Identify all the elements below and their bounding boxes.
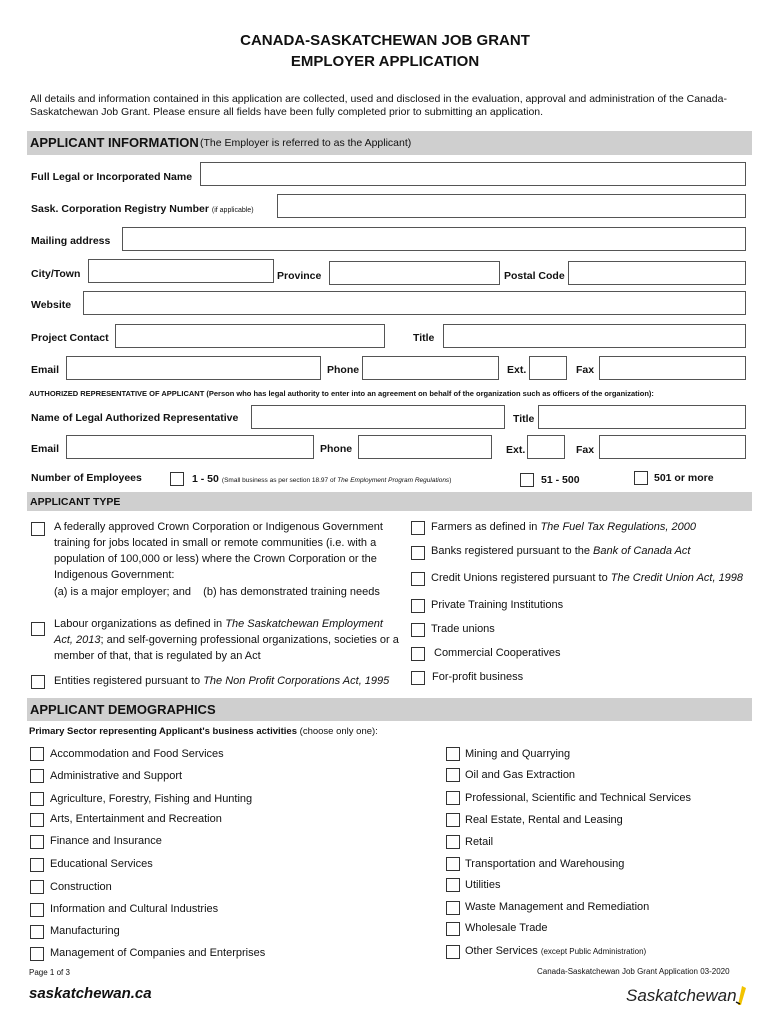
rep-title-field[interactable] [538, 405, 746, 429]
demographics-band [27, 698, 752, 721]
employees-label: Number of Employees [31, 472, 142, 484]
legal-name-field[interactable] [200, 162, 746, 186]
type-banks-text: Banks registered pursuant to the Bank of Canada Act [431, 545, 691, 557]
form-id: Canada-Saskatchewan Job Grant Application 03-2020 [537, 967, 730, 976]
emp-1-50-label: 1 - 50 (Small business as per section 18.97 of The Employment Program Regulations) [192, 473, 452, 485]
sector-left-label: Manufacturing [50, 925, 120, 937]
type-trade-text: Trade unions [431, 623, 495, 635]
sector-left-label: Management of Companies and Enterprises [50, 947, 266, 959]
sector-left-checkbox[interactable] [30, 835, 44, 849]
saskatchewan-logo [626, 986, 737, 1006]
sector-left-checkbox[interactable] [30, 769, 44, 783]
type-labour-text: Labour organizations as defined in The Saskatchewan Employment Act, 2013; and self-governing professional organizations, societies or a member of that, that is regulated by an Act [54, 618, 399, 662]
phone-field[interactable] [362, 356, 499, 380]
sector-left-checkbox[interactable] [30, 813, 44, 827]
sector-left-checkbox[interactable] [30, 925, 44, 939]
sector-left-checkbox[interactable] [30, 747, 44, 761]
sector-right-label: Utilities [465, 879, 501, 891]
sector-right-checkbox[interactable] [446, 813, 460, 827]
sector-right-label: Professional, Scientific and Technical Services [465, 792, 692, 804]
rep-ext-field[interactable] [527, 435, 565, 459]
emp-501-plus-label: 501 or more [654, 472, 714, 484]
type-nonprofit-text: Entities registered pursuant to The Non Profit Corporations Act, 1995 [54, 675, 390, 687]
contact-label: Project Contact [31, 332, 109, 344]
rep-email-field[interactable] [66, 435, 314, 459]
type-trade-checkbox[interactable] [411, 623, 425, 637]
postal-code-field[interactable] [568, 261, 746, 285]
registry-number-field[interactable] [277, 194, 746, 218]
demographics-heading: APPLICANT DEMOGRAPHICS [30, 702, 216, 717]
applicant-info-heading: APPLICANT INFORMATION [30, 135, 199, 150]
emp-51-500-checkbox[interactable] [520, 473, 534, 487]
type-farmers-text: Farmers as defined in The Fuel Tax Regulations, 2000 [431, 521, 696, 533]
sector-left-label: Construction [50, 881, 112, 893]
type-forprofit-checkbox[interactable] [411, 671, 425, 685]
sector-left-checkbox[interactable] [30, 792, 44, 806]
sector-right-label: Waste Management and Remediation [465, 901, 650, 913]
type-labour-checkbox[interactable] [31, 622, 45, 636]
rep-fax-label: Fax [576, 444, 595, 456]
applicant-info-subheading: (The Employer is referred to as the Applicant) [200, 137, 412, 149]
website-field[interactable] [83, 291, 746, 315]
sector-right-label: Wholesale Trade [465, 922, 548, 934]
type-crown-sub: (a) is a major employer; and (b) has demonstrated training needs [54, 586, 380, 598]
emp-1-50-checkbox[interactable] [170, 472, 184, 486]
sector-label: Primary Sector representing Applicant's business activities (choose only one): [29, 726, 378, 737]
website-label: Website [31, 299, 72, 311]
ext-label: Ext. [507, 364, 527, 376]
type-nonprofit-checkbox[interactable] [31, 675, 45, 689]
sector-left-checkbox[interactable] [30, 858, 44, 872]
sector-left-label: Agriculture, Forestry, Fishing and Hunting [50, 793, 253, 805]
type-crown-text: A federally approved Crown Corporation or Indigenous Government training for jobs located in small or remote communities (i.e. with a population of 100,000 or less) where the Crown Corporation or the Indigenous Government: [54, 521, 383, 581]
city-field[interactable] [88, 259, 274, 283]
fax-field[interactable] [599, 356, 746, 380]
email-field[interactable] [66, 356, 321, 380]
type-credit-text: Credit Unions registered pursuant to The Credit Union Act, 1998 [431, 572, 744, 584]
sector-right-label: Oil and Gas Extraction [465, 769, 576, 781]
sector-left-checkbox[interactable] [30, 903, 44, 917]
site-url[interactable]: saskatchewan.ca [29, 985, 152, 1002]
type-coop-text: Commercial Cooperatives [434, 647, 561, 659]
sector-right-checkbox[interactable] [446, 901, 460, 915]
postal-label: Postal Code [504, 270, 565, 282]
sector-right-label: Transportation and Warehousing [465, 858, 625, 870]
sector-right-checkbox[interactable] [446, 747, 460, 761]
sector-left-label: Accommodation and Food Services [50, 748, 224, 760]
rep-phone-field[interactable] [358, 435, 492, 459]
emp-51-500-label: 51 - 500 [541, 474, 580, 486]
authorized-note: AUTHORIZED REPRESENTATIVE OF APPLICANT (Person who has legal authority to enter into an agreement on behalf of the organization such as officers of the organization): [29, 389, 654, 398]
form-title-line2: EMPLOYER APPLICATION [290, 53, 480, 70]
sector-right-label: Real Estate, Rental and Leasing [465, 814, 623, 826]
legal-name-label: Full Legal or Incorporated Name [31, 171, 193, 183]
phone-label: Phone [327, 364, 360, 376]
contact-title-field[interactable] [443, 324, 746, 348]
page-number: Page 1 of 3 [29, 968, 70, 977]
sector-right-label: Mining and Quarrying [465, 748, 571, 760]
project-contact-field[interactable] [115, 324, 385, 348]
type-coop-checkbox[interactable] [411, 647, 425, 661]
rep-phone-label: Phone [320, 443, 353, 455]
applicant-type-heading: APPLICANT TYPE [30, 496, 121, 508]
sector-left-checkbox[interactable] [30, 947, 44, 961]
province-field[interactable] [329, 261, 500, 285]
rep-name-label: Name of Legal Authorized Representative [31, 412, 239, 424]
sector-right-label: Retail [465, 836, 494, 848]
city-label: City/Town [31, 268, 81, 280]
type-farmers-checkbox[interactable] [411, 521, 425, 535]
rep-title-label: Title [513, 413, 535, 425]
type-private-text: Private Training Institutions [431, 599, 564, 611]
type-credit-checkbox[interactable] [411, 572, 425, 586]
rep-email-label: Email [31, 443, 60, 455]
sector-left-label: Arts, Entertainment and Recreation [50, 813, 222, 825]
sector-right-label: Other Services (except Public Administration) [465, 945, 647, 957]
sector-right-checkbox[interactable] [446, 835, 460, 849]
sector-right-checkbox[interactable] [446, 857, 460, 871]
type-forprofit-text: For-profit business [432, 671, 524, 683]
title-label: Title [413, 332, 435, 344]
mailing-address-field[interactable] [122, 227, 746, 251]
rep-fax-field[interactable] [599, 435, 746, 459]
fax-label: Fax [576, 364, 595, 376]
sector-left-label: Educational Services [50, 858, 153, 870]
province-label: Province [277, 270, 322, 282]
intro-text: All details and information contained in this application are collected, used and disclosed in the evaluation, approval and administration of the Canada-Saskatchewan Job Grant. Please ensure all fields have been fully completed prior to submitting an application. [30, 93, 727, 118]
ext-field[interactable] [529, 356, 567, 380]
sector-right-checkbox[interactable] [446, 791, 460, 805]
logo-wordmark: Saskatchewan [626, 986, 737, 1005]
type-banks-checkbox[interactable] [411, 546, 425, 560]
registry-label: Sask. Corporation Registry Number (if applicable) [31, 203, 254, 215]
applicant-type-band [27, 492, 752, 511]
applicant-info-band [27, 131, 752, 155]
sector-left-label: Finance and Insurance [50, 835, 162, 847]
mailing-label: Mailing address [31, 235, 111, 247]
emp-501-plus-checkbox[interactable] [634, 471, 648, 485]
sector-left-label: Administrative and Support [50, 770, 183, 782]
rep-name-field[interactable] [251, 405, 505, 429]
sector-right-checkbox[interactable] [446, 945, 460, 959]
type-private-checkbox[interactable] [411, 599, 425, 613]
rep-ext-label: Ext. [506, 444, 526, 456]
sector-left-label: Information and Cultural Industries [50, 903, 219, 915]
email-label: Email [31, 364, 60, 376]
sector-right-checkbox[interactable] [446, 768, 460, 782]
type-crown-checkbox[interactable] [31, 522, 45, 536]
form-title-line1: CANADA-SASKATCHEWAN JOB GRANT [240, 32, 530, 49]
wheat-icon [734, 984, 748, 1006]
sector-right-checkbox[interactable] [446, 878, 460, 892]
sector-right-checkbox[interactable] [446, 922, 460, 936]
sector-left-checkbox[interactable] [30, 880, 44, 894]
